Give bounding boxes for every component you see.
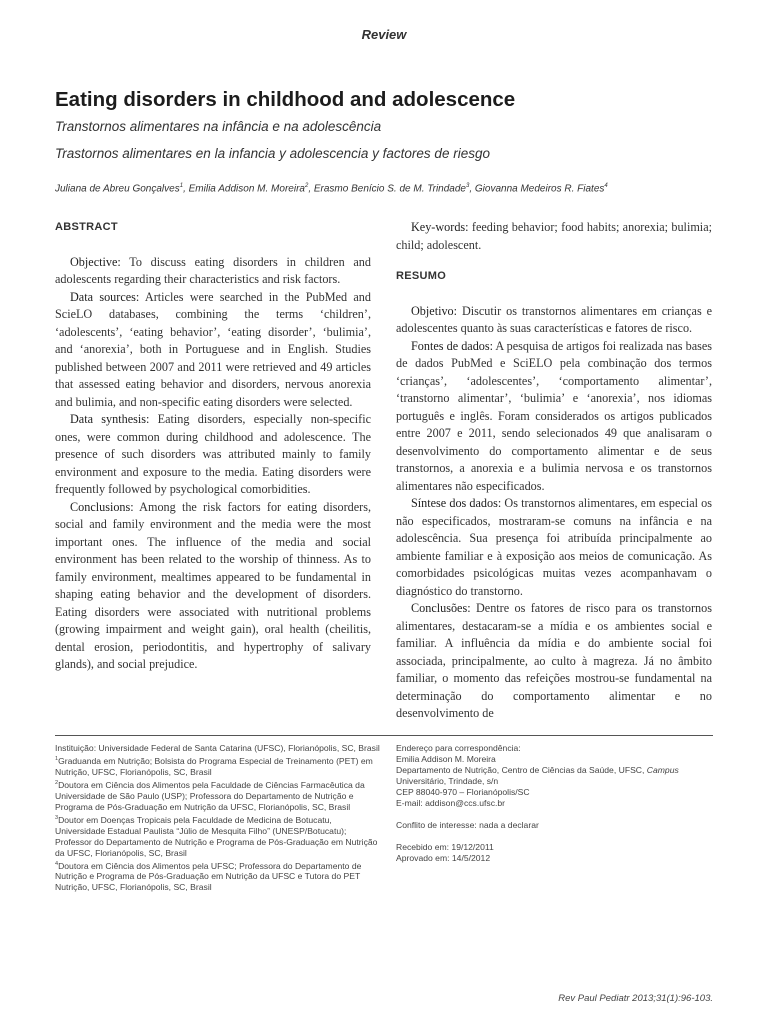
data-synthesis-text: Eating disorders, especially non-specific ones, were common during childhood and adolescence. The presence of such disorders was attributed mainly to family environment and exposure to the media. Eating disorders were frequently followed by psychological comorbidities.: [55, 412, 371, 496]
affiliation-mark: 4: [55, 860, 59, 867]
correspondence-footnotes: [396, 743, 716, 864]
department-text: Departamento de Nutrição, Centro de Ciências da Saúde, UFSC,: [396, 765, 647, 775]
journal-citation: Rev Paul Pediatr 2013;31(1):96-103.: [558, 993, 713, 1004]
keywords-text: feeding behavior; food habits; anorexia; bulimia; child; adolescent.: [396, 220, 712, 252]
conclusoes-label: Conclusões:: [411, 601, 471, 615]
footnote-divider: [55, 735, 713, 736]
resumo-fontes: [396, 338, 712, 496]
author-name: Emilia Addison M. Moreira: [188, 183, 305, 195]
data-sources-label: Data sources:: [70, 289, 140, 304]
affiliation-mark: 1: [55, 756, 59, 762]
conclusions-text: Among the risk factors for eating disorders, social and family environment and the media were the most important ones. The influence of the media and social environment has been related to the worship of thinness. As to family environment, mealtimes appeared to be fundamental in shaping eating behavior and the development of disorders. Eating disorders were associated with nutritional problems (growing impairment and weight gain), oral health (cheilitis, dental erosion, periodontitis, and hypertrophy of salivary glands), and social prejudice.: [55, 499, 371, 671]
affiliation-note: [55, 813, 380, 859]
institution-note: Instituição: Universidade Federal de Santa Catarina (UFSC), Florianópolis, SC, Brasil: [55, 743, 380, 753]
department-italic: Campus: [646, 765, 679, 775]
resumo-conclusoes: [396, 600, 712, 723]
article-title: Eating disorders in childhood and adolescence: [55, 88, 516, 111]
affiliation-mark: 3: [55, 814, 59, 821]
fontes-text: A pesquisa de artigos foi realizada nas bases de dados PubMed e SciELO pela combinação dos termos ‘crianças’, ‘adolescentes’, ‘comportamento alimentar’, ‘transtorno alimentar’, ‘bulimia’ e ‘anorexia’, nos idiomas português e inglês. Foram considerados os artigos publicados entre 2007 e 2011, sendo selecionados 49 que analisaram o desenvolvimento do comportamento alimentar e de seus transtornos, a anorexia e a bulimia nervosa e os transtornos alimentares não especificados.: [396, 338, 712, 493]
keywords-label: Key-words:: [411, 220, 469, 234]
objetivo-text: Discutir os transtornos alimentares em crianças e adolescentes quanto às suas características e fatores de risco.: [396, 303, 712, 335]
resumo-column: [396, 219, 712, 723]
keywords: [396, 219, 712, 254]
fontes-label: Fontes de dados:: [411, 338, 494, 353]
resumo-heading: RESUMO: [396, 270, 447, 282]
data-sources-text: Articles were searched in the PubMed and ScieLO databases, combining the terms ‘children’, ‘adolescents’, ‘eating behavior’, ‘eating disorder’, ‘bulimia’, and ‘anorexia’, both in Portuguese and in English. Studies published between 2007 and 2011 were retrieved and 49 articles that assessed eating behavior and disorders, nervous anorexia and bulimia, and non-specific eating disorders were selected.: [55, 289, 371, 409]
abstract-heading: ABSTRACT: [55, 221, 118, 233]
correspondence-address: Universitário, Trindade, s/n: [396, 776, 499, 786]
affiliation-text: Doutora em Ciência dos Alimentos pela UFSC; Professora do Departamento de Nutrição e Programa de Pós-Graduação em Nutrição da UFSC e Tutora do PET Nutrição, UFSC, Florianópolis, SC, Brasil: [55, 860, 362, 893]
affiliation-text: Doutor em Doenças Tropicais pela Faculdade de Medicina de Botucatu, Universidade Estadual Paulista “Júlio de Mesquita Filho” (UNESP/Botucatu); Professor do Departamento de Nutrição e Programa de Pós-Graduação em Nutrição da UFSC, Florianópolis, SC, Brasil: [55, 814, 378, 858]
correspondence-label: Endereço para correspondência:: [396, 743, 521, 753]
title-spanish: Trastornos alimentares en la infancia y adolescencia y factores de riesgo: [55, 146, 490, 161]
correspondence-department: [396, 765, 716, 776]
affiliation-mark: 2: [55, 779, 59, 786]
correspondence-email[interactable]: E-mail: addison@ccs.ufsc.br: [396, 798, 506, 808]
correspondence-name: Emilia Addison M. Moreira: [396, 754, 496, 764]
abstract-data-synthesis: [55, 411, 371, 499]
author-affiliation-mark: 1: [179, 183, 184, 189]
section-label: Review: [361, 27, 407, 42]
objetivo-label: Objetivo:: [411, 303, 458, 318]
author-list: Juliana de Abreu Gonçalves$^1$, Emilia Addison M. Moreira$^2$, Erasmo Benício S. de M. Trindade$^3$, Giovanna Medeiros R. Fiates$^4$: [55, 183, 608, 195]
affiliations-footnotes: [55, 743, 380, 893]
conclusions-label: Conclusions:: [70, 499, 134, 514]
correspondence-cep: CEP 88040-970 – Florianópolis/SC: [396, 787, 530, 797]
author-name: Giovanna Medeiros R. Fiates: [474, 183, 605, 195]
resumo-sintese: [396, 495, 712, 600]
author-affiliation-mark: 4: [604, 183, 608, 189]
objective-label: Objective:: [70, 254, 121, 269]
abstract-column: [55, 219, 371, 674]
affiliation-note: [55, 778, 380, 813]
abstract-objective: [55, 254, 371, 289]
affiliation-text: Doutora em Ciência dos Alimentos pela Faculdade de Ciências Farmacêutica da Universidade de São Paulo (USP); Professora do Departamento de Nutrição e Programa de Pós-Graduação em Nutrição da UFSC, Florianópolis, SC, Brasil: [55, 779, 365, 812]
author-affiliation-mark: 3: [465, 183, 470, 189]
author-name: Erasmo Benício S. de M. Trindade: [313, 183, 466, 195]
data-synthesis-label: Data synthesis:: [70, 412, 150, 426]
conflict-of-interest: Conflito de interesse: nada a declarar: [396, 820, 539, 830]
sintese-label: Síntese dos dados:: [411, 496, 502, 510]
affiliation-text: Graduanda em Nutrição; Bolsista do Programa Especial de Treinamento (PET) em Nutrição, UFSC, Florianópolis, SC, Brasil: [55, 755, 373, 777]
conclusoes-text: Dentre os fatores de risco para os transtornos alimentares, destacaram-se a mídia e os ambientes social e familiar. A influência da mídia e do ambiente social foi associada, principalmente, ao culto à magreza. Já no âmbito familiar, o momento das refeições mostrou-se fundamental na determinação do comportamento alimentar e no desenvolvimento de: [396, 601, 712, 720]
sintese-text: Os transtornos alimentares, em especial os não especificados, mostraram-se comuns na infância e na adolescência. Sua presença foi atribuída principalmente ao ambiente familiar e à exposição aos meios de comunicação. As comorbidades psicológicas muitas vezes acompanhavam o diagnóstico do transtorno.: [396, 496, 712, 598]
abstract-conclusions: [55, 499, 371, 674]
author-affiliation-mark: 2: [304, 183, 309, 189]
received-date: Recebido em: 19/12/2011: [396, 842, 494, 852]
author-name: Juliana de Abreu Gonçalves: [55, 183, 180, 195]
approved-date: Aprovado em: 14/5/2012: [396, 853, 491, 863]
title-portuguese: Transtornos alimentares na infância e na adolescência: [55, 119, 382, 134]
abstract-data-sources: [55, 289, 371, 412]
resumo-objetivo: [396, 303, 712, 338]
affiliation-note: [55, 859, 380, 894]
objective-text: To discuss eating disorders in children and adolescents regarding their characteristics and risk factors.: [55, 254, 371, 286]
affiliation-note: [55, 754, 380, 778]
